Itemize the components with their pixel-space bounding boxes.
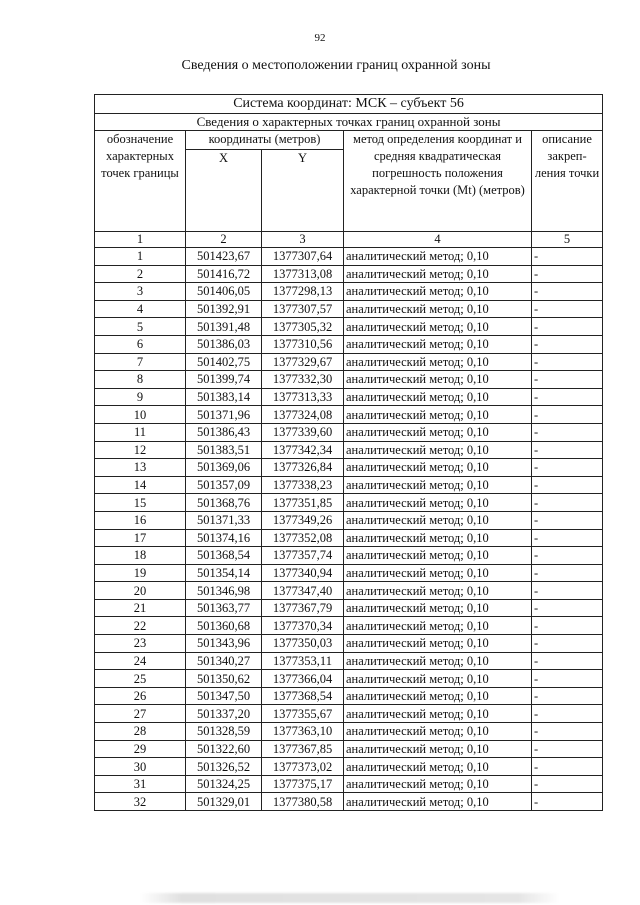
header-x-label: X (186, 150, 262, 232)
y-coordinate-cell: 1377353,11 (262, 652, 344, 670)
method-cell: аналитический метод; 0,10 (344, 265, 532, 283)
table-row (95, 582, 603, 600)
point-number-cell: 11 (95, 423, 186, 441)
column-number-row (95, 232, 603, 248)
method-cell: аналитический метод; 0,10 (344, 441, 532, 459)
method-cell: аналитический метод; 0,10 (344, 582, 532, 600)
x-coordinate-cell: 501350,62 (186, 670, 262, 688)
y-coordinate-cell: 1377329,67 (262, 353, 344, 371)
method-cell: аналитический метод; 0,10 (344, 547, 532, 565)
method-cell: аналитический метод; 0,10 (344, 687, 532, 705)
method-cell: аналитический метод; 0,10 (344, 459, 532, 477)
description-cell: - (532, 388, 603, 406)
description-cell: - (532, 582, 603, 600)
table-row (95, 423, 603, 441)
y-coordinate-cell: 1377313,33 (262, 388, 344, 406)
point-number-cell: 12 (95, 441, 186, 459)
method-cell: аналитический метод; 0,10 (344, 318, 532, 336)
description-cell: - (532, 547, 603, 565)
y-coordinate-cell: 1377357,74 (262, 547, 344, 565)
x-coordinate-cell: 501357,09 (186, 476, 262, 494)
column-number: 2 (186, 232, 262, 248)
x-coordinate-cell: 501383,51 (186, 441, 262, 459)
point-number-cell: 2 (95, 265, 186, 283)
point-number-cell: 18 (95, 547, 186, 565)
method-cell: аналитический метод; 0,10 (344, 723, 532, 741)
y-coordinate-cell: 1377350,03 (262, 635, 344, 653)
table-row (95, 599, 603, 617)
method-cell: аналитический метод; 0,10 (344, 564, 532, 582)
point-number-cell: 13 (95, 459, 186, 477)
x-coordinate-cell: 501340,27 (186, 652, 262, 670)
y-coordinate-cell: 1377298,13 (262, 283, 344, 301)
page-number: 92 (314, 32, 326, 44)
point-number-cell: 15 (95, 494, 186, 512)
y-coordinate-cell: 1377373,02 (262, 758, 344, 776)
description-cell: - (532, 529, 603, 547)
method-cell: аналитический метод; 0,10 (344, 670, 532, 688)
table-row (95, 406, 603, 424)
x-coordinate-cell: 501329,01 (186, 793, 262, 811)
header-coords-label: координаты (метров) (186, 131, 344, 150)
point-number-cell: 32 (95, 793, 186, 811)
table-row (95, 353, 603, 371)
method-cell: аналитический метод; 0,10 (344, 775, 532, 793)
table-row (95, 441, 603, 459)
point-number-cell: 8 (95, 371, 186, 389)
coordinates-table (94, 94, 603, 811)
table-row (95, 476, 603, 494)
method-cell: аналитический метод; 0,10 (344, 423, 532, 441)
point-number-cell: 23 (95, 635, 186, 653)
x-coordinate-cell: 501337,20 (186, 705, 262, 723)
method-cell: аналитический метод; 0,10 (344, 635, 532, 653)
y-coordinate-cell: 1377355,67 (262, 705, 344, 723)
x-coordinate-cell: 501324,25 (186, 775, 262, 793)
table-row (95, 758, 603, 776)
table-row (95, 318, 603, 336)
description-cell: - (532, 758, 603, 776)
y-coordinate-cell: 1377342,34 (262, 441, 344, 459)
description-cell: - (532, 740, 603, 758)
x-coordinate-cell: 501368,54 (186, 547, 262, 565)
table-row (95, 371, 603, 389)
description-cell: - (532, 318, 603, 336)
point-number-cell: 16 (95, 511, 186, 529)
y-coordinate-cell: 1377367,85 (262, 740, 344, 758)
point-number-cell: 1 (95, 248, 186, 266)
point-number-cell: 27 (95, 705, 186, 723)
y-coordinate-cell: 1377368,54 (262, 687, 344, 705)
method-cell: аналитический метод; 0,10 (344, 406, 532, 424)
x-coordinate-cell: 501386,03 (186, 335, 262, 353)
description-cell: - (532, 335, 603, 353)
table-row (95, 793, 603, 811)
x-coordinate-cell: 501371,33 (186, 511, 262, 529)
table-row (95, 740, 603, 758)
point-number-cell: 19 (95, 564, 186, 582)
description-cell: - (532, 723, 603, 741)
column-number: 3 (262, 232, 344, 248)
x-coordinate-cell: 501399,74 (186, 371, 262, 389)
method-cell: аналитический метод; 0,10 (344, 793, 532, 811)
section-title: Сведения о характерных точках границ охранной зоны (95, 114, 603, 131)
description-cell: - (532, 371, 603, 389)
method-cell: аналитический метод; 0,10 (344, 476, 532, 494)
table-row (95, 335, 603, 353)
method-cell: аналитический метод; 0,10 (344, 353, 532, 371)
section-row (95, 114, 603, 131)
table-row (95, 564, 603, 582)
table-row (95, 705, 603, 723)
description-cell: - (532, 459, 603, 477)
description-cell: - (532, 265, 603, 283)
x-coordinate-cell: 501343,96 (186, 635, 262, 653)
description-cell: - (532, 248, 603, 266)
y-coordinate-cell: 1377352,08 (262, 529, 344, 547)
table-row (95, 617, 603, 635)
description-cell: - (532, 283, 603, 301)
method-cell: аналитический метод; 0,10 (344, 371, 532, 389)
y-coordinate-cell: 1377332,30 (262, 371, 344, 389)
table-row (95, 547, 603, 565)
y-coordinate-cell: 1377363,10 (262, 723, 344, 741)
description-cell: - (532, 564, 603, 582)
method-cell: аналитический метод; 0,10 (344, 740, 532, 758)
y-coordinate-cell: 1377305,32 (262, 318, 344, 336)
method-cell: аналитический метод; 0,10 (344, 758, 532, 776)
method-cell: аналитический метод; 0,10 (344, 617, 532, 635)
x-coordinate-cell: 501328,59 (186, 723, 262, 741)
x-coordinate-cell: 501368,76 (186, 494, 262, 512)
point-number-cell: 7 (95, 353, 186, 371)
x-coordinate-cell: 501416,72 (186, 265, 262, 283)
description-cell: - (532, 511, 603, 529)
point-number-cell: 6 (95, 335, 186, 353)
method-cell: аналитический метод; 0,10 (344, 652, 532, 670)
description-cell: - (532, 423, 603, 441)
table-row (95, 652, 603, 670)
x-coordinate-cell: 501354,14 (186, 564, 262, 582)
point-number-cell: 14 (95, 476, 186, 494)
column-number: 5 (532, 232, 603, 248)
y-coordinate-cell: 1377351,85 (262, 494, 344, 512)
x-coordinate-cell: 501322,60 (186, 740, 262, 758)
column-number: 1 (95, 232, 186, 248)
description-cell: - (532, 775, 603, 793)
y-coordinate-cell: 1377347,40 (262, 582, 344, 600)
x-coordinate-cell: 501391,48 (186, 318, 262, 336)
method-cell: аналитический метод; 0,10 (344, 300, 532, 318)
x-coordinate-cell: 501369,06 (186, 459, 262, 477)
table-row (95, 775, 603, 793)
point-number-cell: 9 (95, 388, 186, 406)
table-row (95, 635, 603, 653)
table-row (95, 687, 603, 705)
point-number-cell: 31 (95, 775, 186, 793)
header-y-label: Y (262, 150, 344, 232)
point-number-cell: 29 (95, 740, 186, 758)
y-coordinate-cell: 1377307,64 (262, 248, 344, 266)
table-row (95, 529, 603, 547)
y-coordinate-cell: 1377380,58 (262, 793, 344, 811)
x-coordinate-cell: 501360,68 (186, 617, 262, 635)
y-coordinate-cell: 1377340,94 (262, 564, 344, 582)
point-number-cell: 17 (95, 529, 186, 547)
y-coordinate-cell: 1377324,08 (262, 406, 344, 424)
method-cell: аналитический метод; 0,10 (344, 529, 532, 547)
header-description-label: описание закреп-ления точки (532, 131, 603, 232)
point-number-cell: 28 (95, 723, 186, 741)
description-cell: - (532, 687, 603, 705)
point-number-cell: 5 (95, 318, 186, 336)
document-title: Сведения о местоположении границ охранной зоны (181, 58, 491, 73)
description-cell: - (532, 793, 603, 811)
x-coordinate-cell: 501326,52 (186, 758, 262, 776)
y-coordinate-cell: 1377367,79 (262, 599, 344, 617)
method-cell: аналитический метод; 0,10 (344, 494, 532, 512)
point-number-cell: 21 (95, 599, 186, 617)
x-coordinate-cell: 501423,67 (186, 248, 262, 266)
y-coordinate-cell: 1377370,34 (262, 617, 344, 635)
y-coordinate-cell: 1377375,17 (262, 775, 344, 793)
y-coordinate-cell: 1377366,04 (262, 670, 344, 688)
point-number-cell: 30 (95, 758, 186, 776)
x-coordinate-cell: 501363,77 (186, 599, 262, 617)
description-cell: - (532, 705, 603, 723)
y-coordinate-cell: 1377338,23 (262, 476, 344, 494)
y-coordinate-cell: 1377310,56 (262, 335, 344, 353)
y-coordinate-cell: 1377313,08 (262, 265, 344, 283)
description-cell: - (532, 300, 603, 318)
y-coordinate-cell: 1377349,26 (262, 511, 344, 529)
x-coordinate-cell: 501406,05 (186, 283, 262, 301)
x-coordinate-cell: 501402,75 (186, 353, 262, 371)
description-cell: - (532, 476, 603, 494)
point-number-cell: 10 (95, 406, 186, 424)
point-number-cell: 3 (95, 283, 186, 301)
header-point-label: обозначение характерных точек границы (95, 131, 186, 232)
description-cell: - (532, 635, 603, 653)
y-coordinate-cell: 1377326,84 (262, 459, 344, 477)
method-cell: аналитический метод; 0,10 (344, 705, 532, 723)
method-cell: аналитический метод; 0,10 (344, 248, 532, 266)
table-row (95, 248, 603, 266)
description-cell: - (532, 441, 603, 459)
method-cell: аналитический метод; 0,10 (344, 599, 532, 617)
method-cell: аналитический метод; 0,10 (344, 335, 532, 353)
point-number-cell: 22 (95, 617, 186, 635)
table-row (95, 388, 603, 406)
point-number-cell: 25 (95, 670, 186, 688)
table-row (95, 459, 603, 477)
header-method-label: метод определения координат и средняя квадратическая погрешность положения характерной точки (Mt) (метров) (344, 131, 532, 232)
table-row (95, 723, 603, 741)
point-number-cell: 24 (95, 652, 186, 670)
table-row (95, 283, 603, 301)
blurred-footer-text (140, 893, 560, 903)
table-row (95, 300, 603, 318)
point-number-cell: 26 (95, 687, 186, 705)
description-cell: - (532, 406, 603, 424)
x-coordinate-cell: 501383,14 (186, 388, 262, 406)
x-coordinate-cell: 501374,16 (186, 529, 262, 547)
x-coordinate-cell: 501347,50 (186, 687, 262, 705)
table-row (95, 265, 603, 283)
system-row (95, 95, 603, 114)
y-coordinate-cell: 1377339,60 (262, 423, 344, 441)
point-number-cell: 20 (95, 582, 186, 600)
coordinate-system-title: Система координат: МСК – субъект 56 (95, 95, 603, 114)
description-cell: - (532, 494, 603, 512)
method-cell: аналитический метод; 0,10 (344, 388, 532, 406)
header-row-1 (95, 131, 603, 150)
table-row (95, 670, 603, 688)
description-cell: - (532, 670, 603, 688)
description-cell: - (532, 599, 603, 617)
y-coordinate-cell: 1377307,57 (262, 300, 344, 318)
x-coordinate-cell: 501392,91 (186, 300, 262, 318)
x-coordinate-cell: 501371,96 (186, 406, 262, 424)
x-coordinate-cell: 501346,98 (186, 582, 262, 600)
table-row (95, 511, 603, 529)
table-row (95, 494, 603, 512)
x-coordinate-cell: 501386,43 (186, 423, 262, 441)
description-cell: - (532, 353, 603, 371)
description-cell: - (532, 652, 603, 670)
description-cell: - (532, 617, 603, 635)
point-number-cell: 4 (95, 300, 186, 318)
column-number: 4 (344, 232, 532, 248)
method-cell: аналитический метод; 0,10 (344, 283, 532, 301)
method-cell: аналитический метод; 0,10 (344, 511, 532, 529)
